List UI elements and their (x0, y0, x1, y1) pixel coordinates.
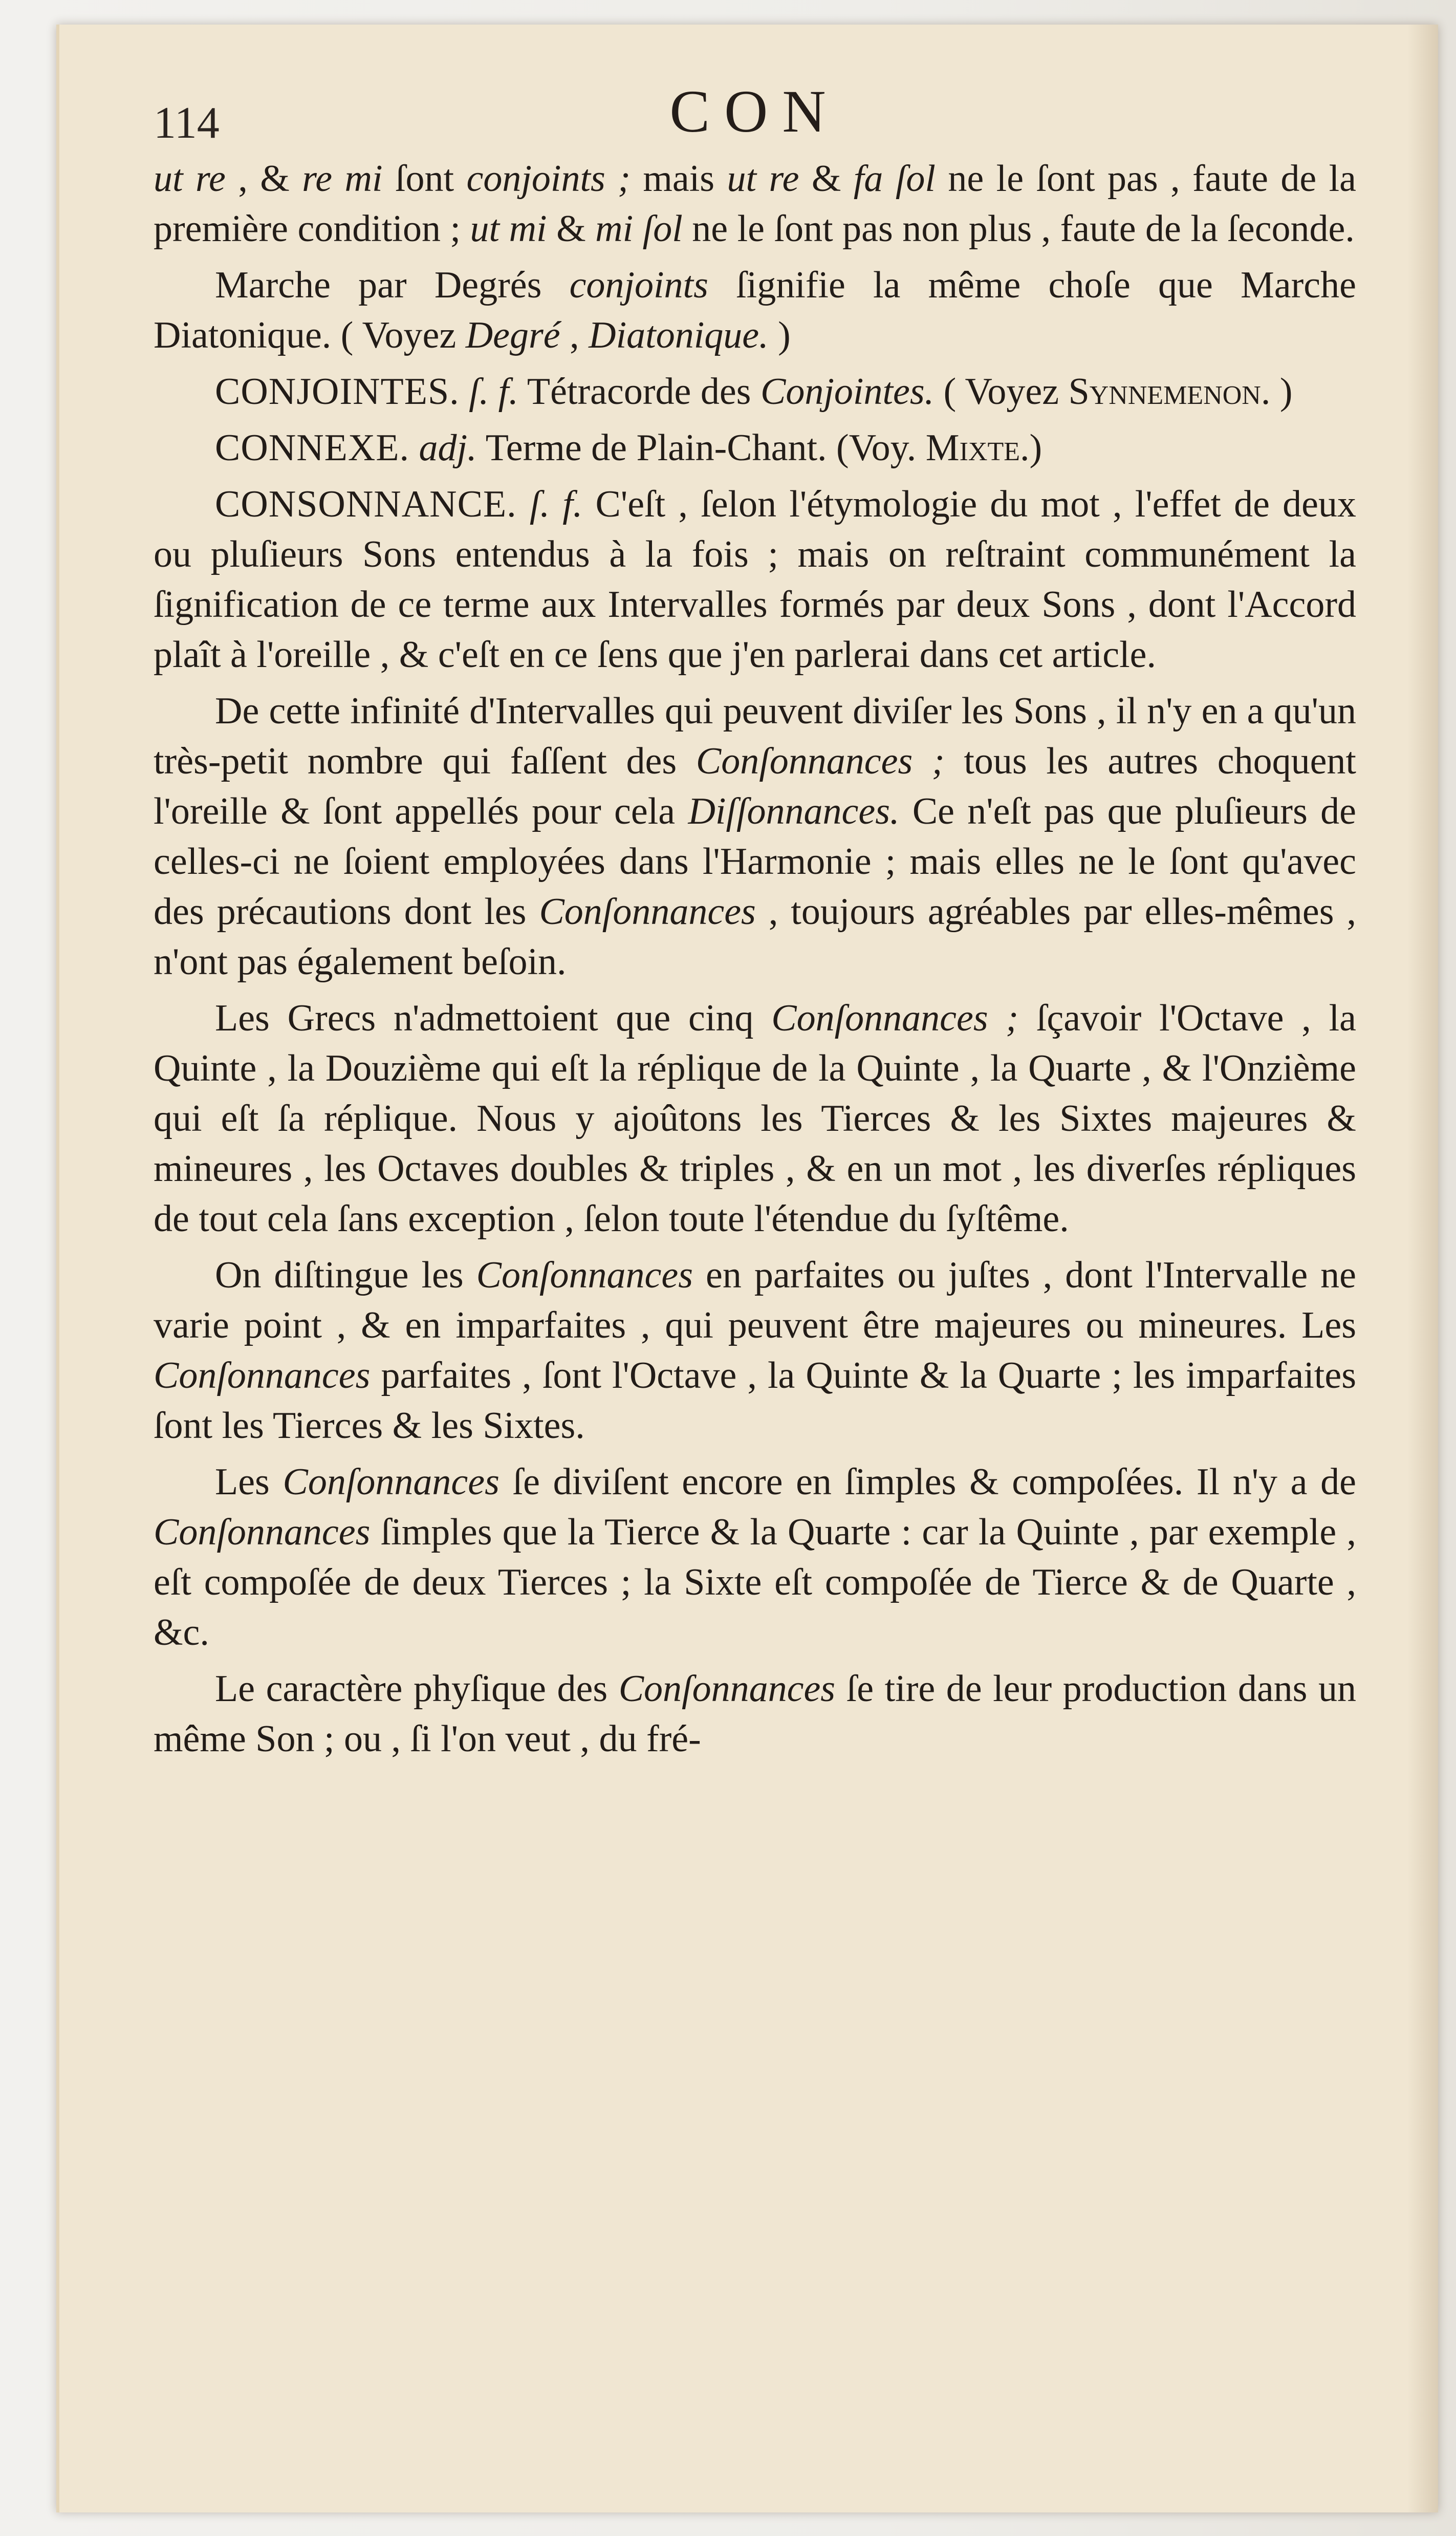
page-number: 114 (154, 98, 220, 148)
paragraph (154, 1664, 1356, 1764)
italic-text: Conſonnances (539, 891, 756, 933)
text-run: C'eſt , ſelon l'étymologie du mot , l'effet de deux ou pluſieurs Sons entendus à la fois ; mais on reſtraint communément la ſignification de ce terme aux Intervalles formés par deux Sons , dont l'Accord plaît à l'oreille , & c'eſt en ce ſens que j'en parlerai dans cet article. (154, 483, 1356, 676)
italic-text: mi ſol (595, 208, 683, 250)
italic-text: Conſonnances (476, 1254, 693, 1296)
paragraph (154, 260, 1356, 360)
text-run: , toujours agréables par elles-mêmes , n'ont pas également beſoin. (154, 891, 1357, 983)
small-caps-text: Synnemenon. (1068, 371, 1271, 413)
italic-text: Conſonnances (154, 1355, 371, 1396)
italic-text: Degré (465, 314, 560, 356)
text-run: ( Voyez (934, 371, 1069, 413)
text-run: tous les autres choquent l'oreille & ſont appellés pour cela (154, 740, 1356, 832)
italic-text: Diſſonnances. (688, 790, 900, 832)
text-run: parfaites , ſont l'Octave , la Quinte & la Quarte ; les imparfaites ſont les Tierces & les Sixtes. (154, 1355, 1356, 1447)
text-run: ſe diviſent encore en ſimples & compoſées. Il n'y a de (499, 1461, 1356, 1503)
entry-headword: CONJOINTES. (215, 371, 460, 413)
text-run: ſimples que la Tierce & la Quarte : car la Quinte , par exemple , eſt compoſée de deux Tierces ; la Sixte eſt compoſée de Tierce & de Quarte , &c. (154, 1511, 1356, 1653)
entry-headword: CONNEXE. (215, 427, 410, 469)
text-run: Le caractère phyſique des (215, 1668, 619, 1710)
paragraph (154, 1250, 1356, 1451)
paragraph (154, 154, 1356, 254)
text-run: ſe tire de leur production dans un même Son ; ou , ſi l'on veut , du fré- (154, 1668, 1356, 1760)
italic-text: Diatonique. (589, 314, 769, 356)
text-run: Les Grecs n'admettoient que cinq (215, 997, 772, 1039)
text-run: ſignifie la même choſe que Marche Diatonique. ( Voyez (154, 264, 1356, 356)
italic-text: conjoints ; (466, 158, 631, 200)
italic-text: adj. (419, 427, 477, 469)
paragraph (154, 367, 1356, 417)
text-run (460, 371, 469, 413)
entry-headword: CONSONNANCE. (215, 483, 517, 525)
italic-text: ut re (727, 158, 799, 200)
paragraph (154, 993, 1356, 1244)
text-run: ne le ſont pas , faute de la première condition ; (154, 158, 1357, 250)
italic-text: Conſonnances (618, 1668, 836, 1710)
text-run: Marche par Degrés (215, 264, 570, 306)
text-run: Les (215, 1461, 283, 1503)
text-run: ) (768, 314, 791, 356)
italic-text: ut re (154, 158, 226, 200)
italic-text: Conjointes. (760, 371, 935, 413)
text-run: ſont (382, 158, 467, 200)
text-run: ne le ſont pas non plus , faute de la ſeconde. (682, 208, 1355, 250)
italic-text: fa ſol (853, 158, 936, 200)
running-head: CON (669, 78, 840, 145)
text-run: & (547, 208, 596, 250)
text-run: Terme de Plain-Chant. (Voy. (476, 427, 926, 469)
small-caps-text: Mixte. (925, 427, 1030, 469)
text-run (409, 427, 419, 469)
page-body-text (154, 154, 1356, 1770)
text-run: Ce n'eſt pas que pluſieurs de celles-ci ne ſoient employées dans l'Harmonie ; mais elles ne le ſont qu'avec des précautions dont les (154, 790, 1356, 933)
text-run: ) (1270, 371, 1293, 413)
text-run: Tétracorde des (518, 371, 760, 413)
italic-text: ut mi (470, 208, 547, 250)
italic-text: Conſonnances ; (696, 740, 945, 782)
text-run: , (560, 314, 589, 356)
paragraph (154, 686, 1356, 987)
italic-text: Conſonnances ; (771, 997, 1019, 1039)
text-run: , & (225, 158, 302, 200)
text-run (517, 483, 530, 525)
paragraph (154, 479, 1356, 680)
italic-text: Conſonnances (154, 1511, 371, 1553)
text-run: & (799, 158, 854, 200)
italic-text: ſ. f. (469, 371, 518, 413)
text-run: ) (1029, 427, 1042, 469)
text-run: mais (630, 158, 727, 200)
paragraph (154, 423, 1356, 473)
page-header (154, 77, 1356, 148)
text-run: ſçavoir l'Octave , la Quinte , la Douzième qui eſt la réplique de la Quinte , la Quarte , & l'Onzième qui eſt ſa réplique. Nous y ajoûtons les Tierces & les Sixtes majeures & mineures , les Octaves doubles & triples , & en un mot , les diverſes répliques de tout cela ſans exception , ſelon toute l'étendue du ſyſtême. (154, 997, 1356, 1240)
italic-text: Conſonnances (282, 1461, 499, 1503)
italic-text: ſ. f. (529, 483, 583, 525)
paragraph (154, 1457, 1356, 1658)
italic-text: re mi (302, 158, 383, 200)
page-edge-shadow (1407, 25, 1438, 2512)
text-run: en parfaites ou juſtes , dont l'Intervalle ne varie point , & en imparfaites , qui peuvent être majeures ou mineures. Les (154, 1254, 1356, 1346)
italic-text: conjoints (569, 264, 708, 306)
text-run: De cette infinité d'Intervalles qui peuvent diviſer les Sons , il n'y en a qu'un très-petit nombre qui faſſent des (154, 690, 1356, 782)
text-run: On diſtingue les (215, 1254, 476, 1296)
